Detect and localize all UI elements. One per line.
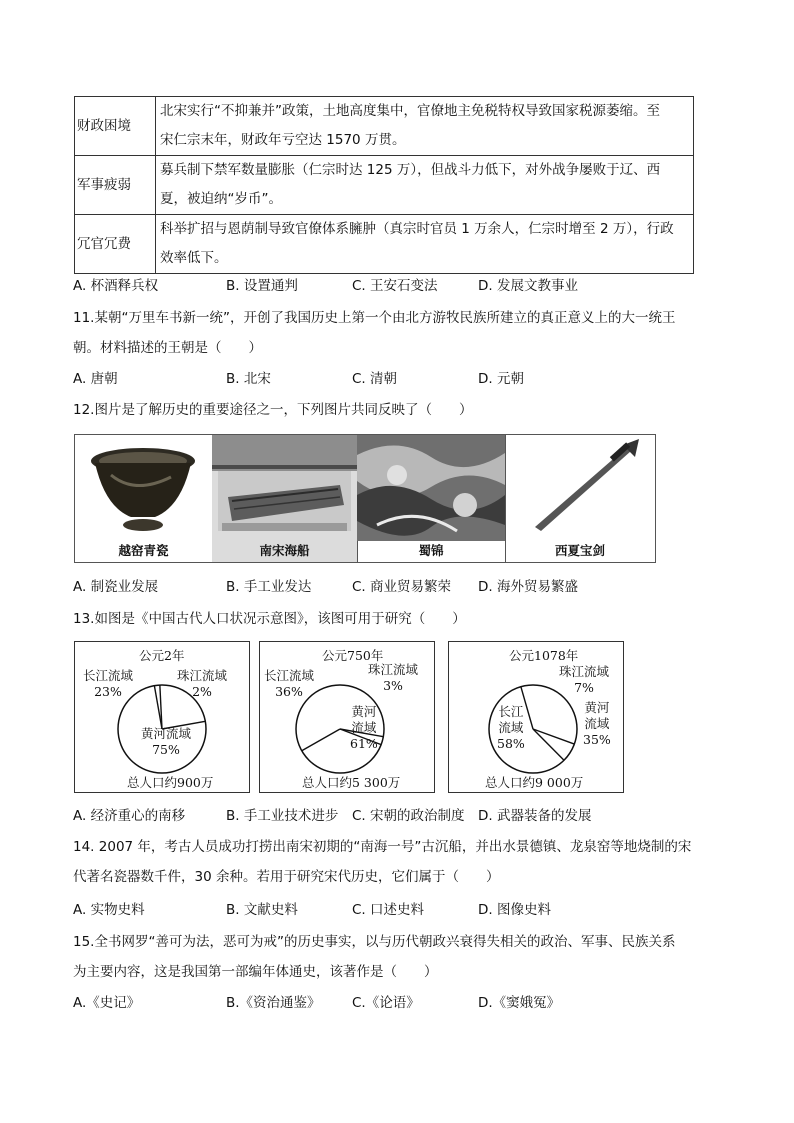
xixia-sword-image (505, 435, 655, 562)
q15-stem: 15.全书网罗“善可为法，恶可为戒”的历史事实，以与历代朝政兴衰得失相关的政治、军事、民族关系 为主要内容，这是我国第一部编年体通史，该著作是（ ） (73, 934, 676, 980)
slice-label-zhujiang: 珠江流域 7% (559, 664, 610, 695)
option-a[interactable]: A.《史记》 (73, 995, 141, 1011)
slice-label-huanghe: 黄河流域 75% (141, 726, 192, 757)
q15-options (73, 992, 713, 1014)
pie-svg (75, 642, 249, 792)
q13-options (73, 805, 713, 827)
pie-slice-boundary-黄河流域 (533, 729, 574, 744)
row-content: 北宋实行“不抑兼并”政策，土地高度集中，官僚地主免税特权导致国家税源萎缩。至 宋仁宗末年，财政年亏空达 1570 万贯。 (156, 97, 694, 156)
option-b[interactable]: B. 文献史料 (226, 902, 298, 918)
pie-total-label: 总人口约9 000万 (485, 775, 584, 790)
pie-total-label: 总人口约5 300万 (302, 775, 401, 790)
pie-total-label: 总人口约900万 (127, 775, 214, 790)
option-d[interactable]: D. 发展文教事业 (478, 278, 578, 294)
option-c[interactable]: C. 王安石变法 (352, 278, 438, 294)
ship-hall-icon (212, 435, 357, 541)
q12-options (73, 576, 713, 598)
option-a[interactable]: A. 杯酒释兵权 (73, 278, 159, 294)
shu-brocade-image (357, 435, 506, 562)
pie-year-label: 公元2年 (139, 648, 185, 663)
option-c[interactable]: C. 商业贸易繁荣 (352, 579, 452, 595)
option-a[interactable]: A. 实物史料 (73, 902, 145, 918)
song-ship-image (212, 435, 358, 562)
row-label: 冗官冗费 (75, 215, 156, 274)
row-label: 军事疲弱 (75, 156, 156, 215)
table-row (75, 156, 694, 215)
option-d[interactable]: D. 元朝 (478, 371, 524, 387)
option-c[interactable]: C. 宋朝的政治制度 (352, 808, 465, 824)
option-a[interactable]: A. 唐朝 (73, 371, 118, 387)
q11-stem: 11.某朝“万里车书新一统”，开创了我国历史上第一个由北方游牧民族所建立的真正意义上的大一统王 朝。材料描述的王朝是（ ） (73, 310, 676, 356)
option-b[interactable]: B. 手工业发达 (226, 579, 312, 595)
option-b[interactable]: B. 北宋 (226, 371, 271, 387)
option-d[interactable]: D. 海外贸易繁盛 (478, 579, 578, 595)
sword-icon (505, 435, 655, 541)
slice-label-zhujiang: 珠江流域 3% (368, 662, 419, 693)
slice-label-zhujiang: 珠江流域 2% (177, 668, 228, 699)
q14-stem: 14. 2007 年，考古人员成功打捞出南宋初期的“南海一号”古沉船，并出水景德镇、龙泉窑等地烧制的宋 代著名瓷器数千件，30 余种。若用于研究宋代历史，它们属于（ ） (73, 839, 692, 885)
pie-year-label: 公元1078年 (509, 648, 579, 663)
yue-celadon-image (75, 435, 213, 562)
option-b[interactable]: B.《资治通鉴》 (226, 995, 321, 1011)
table-row (75, 97, 694, 156)
slice-label-changjiang: 长江流域 36% (264, 668, 315, 699)
option-c[interactable]: C.《论语》 (352, 995, 420, 1011)
caption-xixia-sword: 西夏宝剑 (554, 543, 605, 558)
table-row (75, 215, 694, 274)
row-label: 财政困境 (75, 97, 156, 156)
option-d[interactable]: D.《窦娥冤》 (478, 995, 561, 1011)
q13-stem: 13.如图是《中国古代人口状况示意图》，该图可用于研究（ ） (73, 611, 466, 627)
pie-chart-year-2 (74, 641, 250, 793)
row-content: 募兵制下禁军数量膨胀（仁宗时达 125 万），但战斗力低下，对外战争屡败于辽、西 夏，被迫纳“岁币”。 (156, 156, 694, 215)
q12-stem: 12.图片是了解历史的重要途径之一，下列图片共同反映了（ ） (73, 402, 473, 418)
q11-options (73, 368, 713, 390)
q14-options (73, 899, 713, 921)
caption-yue-celadon: 越窑青瓷 (118, 543, 169, 558)
pie-chart-year-750 (259, 641, 435, 793)
option-a[interactable]: A. 经济重心的南移 (73, 808, 186, 824)
option-a[interactable]: A. 制瓷业发展 (73, 579, 159, 595)
caption-song-ship: 南宋海船 (259, 543, 310, 558)
option-c[interactable]: C. 口述史料 (352, 902, 425, 918)
pie-slice-boundary-珠江流域 (533, 729, 564, 760)
slice-label-changjiang: 长江 流域 58% (497, 704, 525, 751)
caption-shu-brocade: 蜀锦 (418, 543, 444, 558)
pie-year-label: 公元750年 (322, 648, 384, 663)
brocade-pattern-icon (357, 435, 505, 541)
option-d[interactable]: D. 图像史料 (478, 902, 551, 918)
q10-options (73, 275, 713, 297)
celadon-bowl-icon (75, 435, 212, 545)
cause-table (74, 96, 694, 274)
option-c[interactable]: C. 清朝 (352, 371, 398, 387)
pie-chart-year-1078 (448, 641, 624, 793)
slice-label-huanghe: 黄河 流域 61% (350, 704, 378, 751)
pie-slice-boundary-长江流域 (302, 729, 340, 751)
slice-label-changjiang: 长江流域 23% (83, 668, 134, 699)
option-b[interactable]: B. 手工业技术进步 (226, 808, 339, 824)
option-d[interactable]: D. 武器装备的发展 (478, 808, 592, 824)
artifact-image-strip (74, 434, 656, 563)
option-b[interactable]: B. 设置通判 (226, 278, 298, 294)
slice-label-huanghe: 黄河 流域 35% (583, 700, 611, 747)
row-content: 科举扩招与恩荫制导致官僚体系臃肿（真宗时官员 1 万余人，仁宗时增至 2 万），行政 效率低下。 (156, 215, 694, 274)
